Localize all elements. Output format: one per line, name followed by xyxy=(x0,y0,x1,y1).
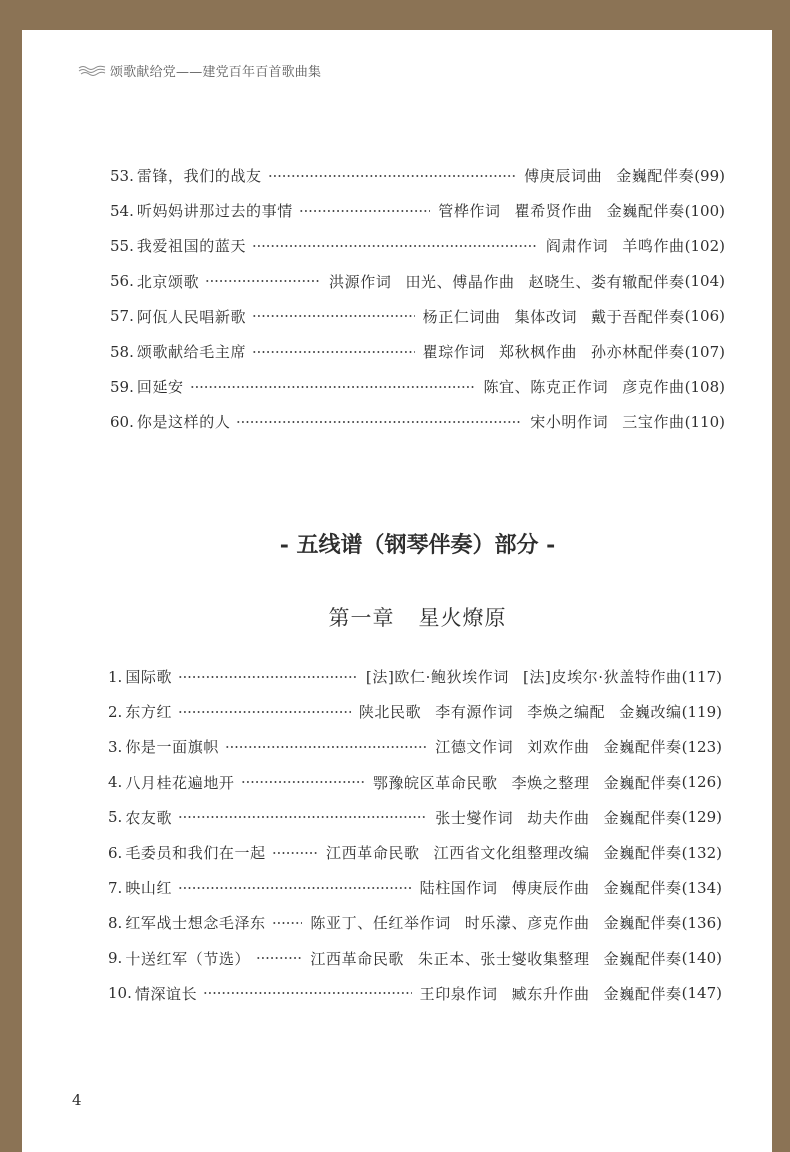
dot-leader xyxy=(299,208,430,214)
dot-leader xyxy=(256,955,302,961)
wave-logo-icon xyxy=(78,63,106,77)
entry-page-ref: (102) xyxy=(684,236,725,255)
toc-list-part2 xyxy=(108,659,722,1011)
chapter-label: 第一章 xyxy=(328,606,395,630)
entry-title: 你是一面旗帜 xyxy=(125,738,219,757)
dot-leader xyxy=(178,709,351,715)
dot-leader xyxy=(225,744,427,750)
entry-credit: 杨正仁词曲 xyxy=(422,307,501,326)
dot-leader xyxy=(272,850,318,856)
entry-number: 2. xyxy=(108,702,123,721)
entry-title: 北京颂歌 xyxy=(136,272,200,291)
chapter-title xyxy=(110,602,725,632)
dot-leader xyxy=(252,313,415,319)
toc-entry xyxy=(108,694,722,729)
entry-title: 情深谊长 xyxy=(134,984,198,1003)
entry-number: 9. xyxy=(108,949,123,968)
entry-credit: 劫夫作曲 xyxy=(527,808,590,827)
entry-credit: 彦克作曲 xyxy=(622,378,685,397)
running-header xyxy=(78,61,321,79)
entry-number: 60. xyxy=(110,412,134,431)
entry-credit: 三宝作曲 xyxy=(622,413,685,432)
chapter-name: 星火燎原 xyxy=(418,606,507,630)
toc-entry xyxy=(110,299,725,334)
entry-credit: 金巍配伴奏 xyxy=(616,167,695,186)
entry-credit: 傅庚辰词曲 xyxy=(524,167,603,186)
entry-title: 农友歌 xyxy=(125,808,173,827)
toc-entry xyxy=(108,659,722,694)
toc-entry xyxy=(110,228,725,263)
entry-page-ref: (100) xyxy=(684,201,725,220)
entry-page-ref: (147) xyxy=(681,984,722,1003)
page-number: 4 xyxy=(72,1091,82,1109)
toc-entry xyxy=(108,835,722,870)
entry-credit: 陕北民歌 xyxy=(358,703,422,722)
entry-number: 55. xyxy=(110,236,134,255)
entry-credit: 金巍配伴奏 xyxy=(603,808,682,827)
entry-number: 1. xyxy=(108,667,123,686)
entry-title: 雷锋，我们的战友 xyxy=(136,167,262,186)
entry-number: 59. xyxy=(110,377,134,396)
entry-title: 毛委员和我们在一起 xyxy=(125,844,266,863)
entry-credit: 管桦作词 xyxy=(438,202,501,221)
toc-entry xyxy=(110,404,725,439)
entry-title: 我爱祖国的蓝天 xyxy=(136,237,247,256)
entry-credit: 金巍改编 xyxy=(619,703,682,722)
entry-credit: 张士燮作词 xyxy=(435,808,514,827)
dot-leader xyxy=(268,173,517,179)
entry-title: 东方红 xyxy=(125,703,173,722)
entry-credit: 陈亚丁、任红举作词 xyxy=(310,914,451,933)
entry-credit: 瞿希贤作曲 xyxy=(514,202,593,221)
book-title: 颂歌献给党——建党百年百首歌曲集 xyxy=(110,64,322,80)
entry-credit: 臧东升作曲 xyxy=(511,984,590,1003)
toc-entry xyxy=(110,193,725,228)
entry-credit: 赵晓生、娄有辙配伴奏 xyxy=(528,272,685,291)
entry-credit: 金巍配伴奏 xyxy=(606,202,685,221)
entry-credit: 金巍配伴奏 xyxy=(603,738,682,757)
entry-title: 回延安 xyxy=(136,378,184,397)
toc-entry xyxy=(110,369,725,404)
entry-title: 听妈妈讲那过去的事情 xyxy=(136,202,293,221)
dot-leader xyxy=(236,419,522,425)
entry-page-ref: (119) xyxy=(681,702,722,721)
entry-credit: 江西革命民歌 xyxy=(310,949,405,968)
paper-sheet xyxy=(22,30,772,1152)
toc-list-part1 xyxy=(110,158,725,440)
entry-page-ref: (134) xyxy=(681,878,722,897)
entry-credit: 时乐濛、彦克作曲 xyxy=(464,914,590,933)
entry-credit: 瞿琮作词 xyxy=(422,343,486,362)
entry-page-ref: (99) xyxy=(694,166,725,185)
entry-credit: 李焕之整理 xyxy=(511,773,590,792)
entry-credit: 李有源作词 xyxy=(435,703,514,722)
entry-number: 6. xyxy=(108,843,123,862)
toc-entry xyxy=(108,905,722,940)
entry-credit: [法]欧仁·鲍狄埃作词 xyxy=(365,668,509,687)
dot-leader xyxy=(252,349,415,355)
toc-entry xyxy=(110,334,725,369)
entry-page-ref: (106) xyxy=(684,307,725,326)
entry-page-ref: (126) xyxy=(681,773,722,792)
entry-number: 57. xyxy=(110,307,134,326)
entry-credit: 羊鸣作曲 xyxy=(622,237,685,256)
dot-leader xyxy=(241,779,365,785)
dot-leader xyxy=(252,243,538,249)
dot-leader xyxy=(203,990,411,996)
entry-title: 颂歌献给毛主席 xyxy=(136,343,247,362)
entry-title: 你是这样的人 xyxy=(136,413,231,432)
entry-page-ref: (123) xyxy=(681,737,722,756)
toc-entry xyxy=(110,264,725,299)
entry-page-ref: (129) xyxy=(681,808,722,827)
entry-number: 10. xyxy=(108,984,132,1003)
entry-title: 国际歌 xyxy=(125,668,173,687)
entry-page-ref: (108) xyxy=(684,377,725,396)
entry-credit: 陆柱国作词 xyxy=(419,879,498,898)
entry-title: 映山红 xyxy=(125,879,173,898)
entry-credit: 江西革命民歌 xyxy=(326,844,420,863)
entry-page-ref: (107) xyxy=(684,342,725,361)
entry-credit: [法]皮埃尔·狄盖特作曲 xyxy=(522,668,682,687)
entry-title: 红军战士想念毛泽东 xyxy=(125,914,266,933)
entry-credit: 阎肃作词 xyxy=(545,237,609,256)
entry-credit: 孙亦林配伴奏 xyxy=(591,343,685,362)
entry-credit: 金巍配伴奏 xyxy=(603,949,682,968)
entry-title: 十送红军（节选） xyxy=(125,949,251,968)
toc-entry xyxy=(108,870,722,905)
entry-page-ref: (132) xyxy=(681,843,722,862)
entry-credit: 金巍配伴奏 xyxy=(603,914,682,933)
toc-entry xyxy=(108,729,722,764)
entry-title: 阿佤人民唱新歌 xyxy=(136,307,247,326)
entry-page-ref: (104) xyxy=(684,272,725,291)
entry-credit: 宋小明作词 xyxy=(530,413,609,432)
entry-credit: 金巍配伴奏 xyxy=(603,984,682,1003)
entry-credit: 李焕之编配 xyxy=(527,703,606,722)
dot-leader xyxy=(272,920,303,926)
entry-credit: 戴于吾配伴奏 xyxy=(591,307,685,326)
entry-credit: 金巍配伴奏 xyxy=(603,844,682,863)
section-title: - 五线谱（钢琴伴奏）部分 - xyxy=(279,532,556,558)
entry-page-ref: (136) xyxy=(681,913,722,932)
entry-credit: 朱正本、张士燮收集整理 xyxy=(418,949,590,968)
entry-credit: 江德文作词 xyxy=(435,738,514,757)
dot-leader xyxy=(178,674,358,680)
toc-entry xyxy=(108,800,722,835)
entry-credit: 田光、傅晶作曲 xyxy=(405,272,515,291)
entry-credit: 郑秋枫作曲 xyxy=(499,343,578,362)
entry-title: 八月桂花遍地开 xyxy=(125,773,235,792)
entry-number: 3. xyxy=(108,737,123,756)
dot-leader xyxy=(190,384,476,390)
entry-credit: 金巍配伴奏 xyxy=(603,879,682,898)
entry-page-ref: (117) xyxy=(681,667,722,686)
entry-credit: 金巍配伴奏 xyxy=(603,773,682,792)
entry-credit: 鄂豫皖区革命民歌 xyxy=(372,773,498,792)
dot-leader xyxy=(205,278,321,284)
entry-number: 53. xyxy=(110,166,134,185)
entry-credit: 傅庚辰作曲 xyxy=(511,879,590,898)
entry-number: 58. xyxy=(110,342,134,361)
entry-credit: 集体改词 xyxy=(514,307,578,326)
toc-entry xyxy=(108,765,722,800)
entry-number: 5. xyxy=(108,808,123,827)
entry-credit: 王印泉作词 xyxy=(419,984,498,1003)
entry-credit: 陈宜、陈克正作词 xyxy=(483,378,609,397)
toc-entry xyxy=(108,941,722,976)
entry-number: 7. xyxy=(108,878,123,897)
entry-page-ref: (110) xyxy=(684,412,725,431)
entry-credit: 江西省文化组整理改编 xyxy=(433,844,590,863)
entry-number: 54. xyxy=(110,201,134,220)
entry-page-ref: (140) xyxy=(681,949,722,968)
dot-leader xyxy=(178,814,427,820)
entry-number: 8. xyxy=(108,913,123,932)
entry-number: 56. xyxy=(110,272,134,291)
toc-entry xyxy=(110,158,725,193)
dot-leader xyxy=(178,885,411,891)
entry-credit: 洪源作词 xyxy=(329,272,392,291)
entry-number: 4. xyxy=(108,773,123,792)
entry-credit: 刘欢作曲 xyxy=(527,738,590,757)
toc-entry xyxy=(108,976,722,1011)
